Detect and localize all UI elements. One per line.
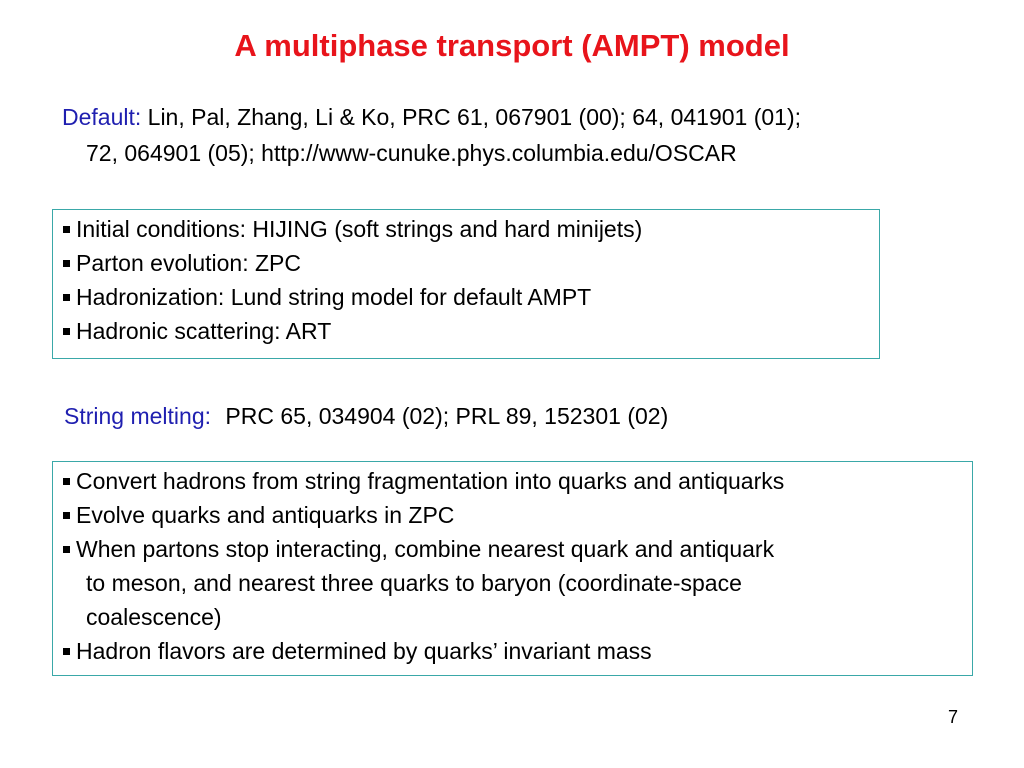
bullet-square-icon	[63, 260, 70, 267]
list-item: When partons stop interacting, combine nearest quark and antiquark	[63, 532, 972, 566]
bullet-square-icon	[63, 648, 70, 655]
default-ampt-box	[52, 209, 880, 359]
list-item: Hadronization: Lund string model for default AMPT	[63, 280, 879, 314]
string-melting-citation: PRC 65, 034904 (02); PRL 89, 152301 (02)	[225, 403, 669, 429]
default-reference	[62, 99, 801, 171]
bullet-square-icon	[63, 478, 70, 485]
list-item-continuation: to meson, and nearest three quarks to baryon (coordinate-space	[86, 570, 742, 596]
string-melting-label: String melting:	[64, 403, 212, 429]
default-label: Default:	[62, 104, 142, 130]
list-item: Hadron flavors are determined by quarks’ invariant mass	[63, 634, 972, 668]
default-citation-line2: 72, 064901 (05); http://www-cunuke.phys.columbia.edu/OSCAR	[86, 140, 737, 166]
string-melting-reference	[64, 398, 668, 434]
bullet-square-icon	[63, 328, 70, 335]
list-item: Initial conditions: HIJING (soft strings and hard minijets)	[63, 212, 879, 246]
slide-title: A multiphase transport (AMPT) model	[234, 28, 790, 63]
bullet-square-icon	[63, 546, 70, 553]
list-item: Parton evolution: ZPC	[63, 246, 879, 280]
page-number: 7	[948, 707, 959, 727]
list-item: Convert hadrons from string fragmentation into quarks and antiquarks	[63, 464, 972, 498]
bullet-square-icon	[63, 512, 70, 519]
list-item-continuation: coalescence)	[86, 604, 222, 630]
default-reference-line1	[62, 99, 801, 135]
list-item: Hadronic scattering: ART	[63, 314, 879, 348]
bullet-square-icon	[63, 226, 70, 233]
string-melting-box	[52, 461, 973, 676]
bullet-square-icon	[63, 294, 70, 301]
list-item: Evolve quarks and antiquarks in ZPC	[63, 498, 972, 532]
default-citation: Lin, Pal, Zhang, Li & Ko, PRC 61, 067901 (00); 64, 041901 (01);	[147, 104, 802, 130]
